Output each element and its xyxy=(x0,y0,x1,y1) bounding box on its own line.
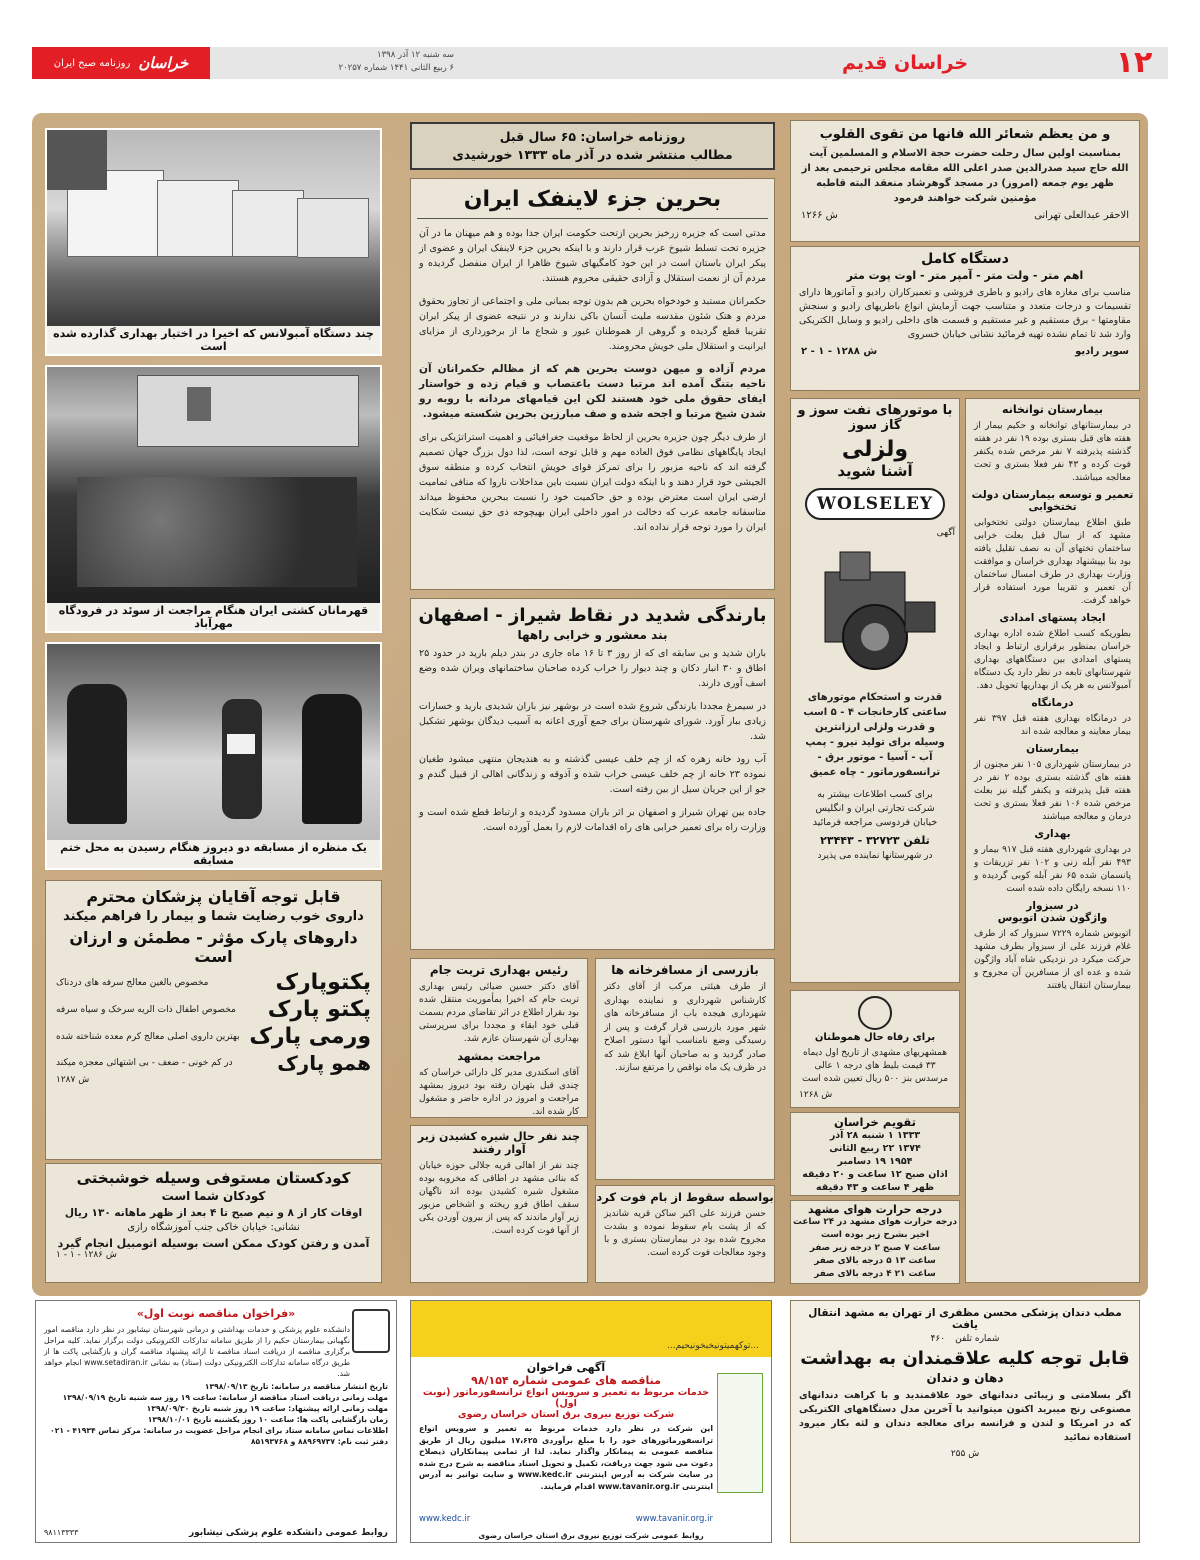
photo-caption: چند دستگاه آمبولانس که اخیرا در اختیار بهداری گذارده شده است xyxy=(47,326,380,354)
photo-ambulances xyxy=(45,128,382,356)
ad-pharmacy: قابل توجه آقایان پزشکان محترم داروی خوب رضایت شما و بیمار را فراهم میکند داروهای پارک مؤثر - مطمئن و ارزان است پکتوپارک مخصوص بالغین معالج سرفه های دردناک پکتو پارک مخصوص اطفال ذات الریه سرخک و سیاه سرفه ورمی پارک بهترین داروی اصلی معالج کرم معده شناخته شده همو پارک در کم خونی - ضعف - بی اشتهائی معجزه میکند ش ۱۲۸۷ xyxy=(45,880,382,1160)
ad-measuring-device: دستگاه کامل اهم متر - ولت متر - آمپر متر - اوت پوت متر مناسب برای مغازه های رادیو و باطری فروشی و تعمیرکاران رادیو و آماتورها دارای تقسیمات و درجات متعدد و متناسب جهت آزمایش انواع باطریهای رادیو و سنجش مقاومتها - برق مستقیم و غیر مستقیم و قسمت های داخلی رادیو و وسایل الکتریکی وارد شد تا تمام نشده تهیه فرمائید نشانی خیابان خسروی سوپر رادیو ش ۱۲۸۸ - ۱ - ۲ xyxy=(790,246,1140,391)
article-title: بحرین جزء لاینفک ایران xyxy=(463,187,722,212)
engine-illustration xyxy=(805,542,945,682)
emblem-icon xyxy=(858,996,892,1030)
page-number: ۱۲ xyxy=(1115,44,1153,80)
article-fall: بواسطه سقوط از بام فوت کرد حسن فرزند علی اکبر ساکن قریه شاندیز که از پشت بام سقوط نموده و بشدت مجروح شده بود در بیمارستان بستری و با وجود معالجات فوت کرده است. xyxy=(595,1185,775,1283)
brand-logo[interactable] xyxy=(32,47,210,79)
weather-box: درجه حرارت هوای مشهد درجه حرارت هوای مشهد در ۲۴ ساعت اخیر بشرح زیر بوده است ساعت ۷ صبح ۲ درجه زیر صفر ساعت ۱۳ ۵ درجه بالای صفر ساعت ۲۱ ۴ درجه بالای صفر xyxy=(790,1200,960,1284)
ad-tender-power: ...توکهمیتونیخبخونیحیم... آگهی فراخوان مناقصه های عمومی شماره ۹۸/۱۵۴ خدمات مربوط به تعمیر و سرویس انواع ترانسفورماتور (نوبت اول) شرکت توزیع نیروی برق استان خراسان رضوی این شرکت در نظر دارد خدمات مربوط به تعمیر و سرویس انواع ترانسفورماتورهای خود را با مبلغ برآوردی ۱۷،۶۲۵ میلیون ریال از طریق مناقصه عمومی به پیمانکار واگذار نماید. لذا از تمامی پیمانکاران ذیصلاح دعوت می شود جهت دریافت، تکمیل و تحویل اسناد مناقصه به شرح درج شده در سایت شرکت به آدرس اینترنتی www.kedc.ir و سایت توانیر به آدرس اینترنتی www.tavanir.org.ir اقدام فرمایند. www.kedc.ir www.tavanir.org.ir روابط عمومی شرکت توزیع نیروی برق استان خراسان رضوی xyxy=(410,1300,772,1543)
photo-caption: قهرمانان کشتی ایران هنگام مراجعت از سوئد در فرودگاه مهرآباد xyxy=(47,603,380,631)
promo-stripe: ...توکهمیتونیخبخونیحیم... xyxy=(411,1301,771,1357)
notice-memorial: و من یعظم شعائر الله فانها من تقوی القلوب بمناسبت اولین سال رحلت حضرت حجة الاسلام و المسلمین آیت الله حاج سید صدرالدین صدر اعلی الله مقامه مجلس ترحیمی بعد از ظهر یوم جمعه (امروز) در مسجد گوهرشاد منعقد البته قاطبه مؤمنین شرکت خواهند فرمود الاحقر عبدالعلی تهرانی ش ۱۲۶۶ xyxy=(790,120,1140,242)
article-bahrain: بحرین جزء لاینفک ایران مدتی است که جزیره زرخیز بحرین ازتحت حکومت ایران جدا بوده و هم میهنان ما در آن جزیره تحت تسلط شیوخ عرب قرار دارند و با اینکه بحرین جزء لاینفک ایران و عضوی از پیکر ایران باستان است در این خود کامگیهای شیوخ ظاهرا از ایران منفصل گردیده و مردم آن از نعمت استقلال و آزادی حقیقی محروم هستند. حکمرانان مستبد و خودخواه بحرین هم بدون توجه بمبانی ملی و اجتماعی از تجاوز بحقوق مردم و هتک شئون مقدسه ملیت آنسان باکی ندارند و در نتیجه عضوی از پیکر ایران تقریبا قطع گردیده و گروهی از هموطنان غیور و شجاع ما از برخورداری از مزایای ایرانیت و استقلال ملی خویش محرومند. مردم آزاده و میهن دوست بحرین هم که از مظالم حکمرانان آن ناحیه بتنگ آمده اند مرتبا دست باعتصاب و قیام زده و خواستار ایفای حقوق ملی خود هستند لکن این قیامهای مردانه با روبه رو شدن شیخ مرتبا و اجحه شده و صف مبارزین بحرین شکسته میشود. از طرف دیگر چون جزیره بحرین از لحاظ موقعیت جغرافیائی و اهمیت استراتژیکی برای ایجاد پایگاههای نظامی فوق العاده مهم و قابل توجه است، لذا دول بزرگ جهان تصمیم گرفته اند که ناحیه مزبور را برای تمرکز قوای خویش انتخاب کرده و منطقه سوق الجیشی خود قرار دهند و با اینکه دولت ایران نسبت باین مداخلات ناروا که منافی تمامیت ارضی ایران است معترض بوده و حق حاکمیت خود را نسبت ببحرین محفوظ میداند متاسفانه جامعه عرب که دخالت در امور داخلی ایران بهیچوجه ذی حق نیست شکایت ایران را مورد توجه قرار نداده اند. xyxy=(410,178,775,590)
ad-tender-university: «فراخوان مناقصه نوبت اول» دانشکده علوم پزشکی و خدمات بهداشتی و درمانی شهرستان نیشابور در نظر دارد مناقصه امور نگهبانی بیمارستان حکیم را از طریق سامانه تدارکات الکترونیکی دولت برگزار نماید. کلیه مراحل برگزاری مناقصه از دریافت اسناد مناقصه تا ارائه پیشنهاد مناقصه گران و بازگشایی پاکت ها از طریق درگاه سامانه تدارکات الکترونیکی دولت (ستاد) به نشانی www.setadiran.ir انجام خواهد شد. تاریخ انتشار مناقصه در سامانه: تاریخ ۱۳۹۸/۰۹/۱۳ مهلت زمانی دریافت اسناد مناقصه از سامانه: ساعت ۱۹ روز سه شنبه تاریخ ۱۳۹۸/۰۹/۱۹ مهلت زمانی ارائه پیشنهاد: ساعت ۱۹ روز شنبه تاریخ ۱۳۹۸/۰۹/۳۰ زمان بازگشایی پاکت ها: ساعت ۱۰ روز یکشنبه تاریخ ۱۳۹۸/۱۰/۰۱ اطلاعات تماس سامانه ستاد برای انجام مراحل عضویت در سامانه: مرکز تماس ۴۱۹۳۴ - ۰۲۱ دفتر ثبت نام: ۸۸۹۶۹۷۳۷ و ۸۵۱۹۳۷۶۸ روابط عمومی دانشکده علوم پزشکی نیشابور ۹۸۱۱۳۳۳۳ xyxy=(35,1300,397,1543)
article-health-column: بیمارستان توانخانه در بیمارستانهای توانخانه و حکیم بیمار از هفته های قبل بستری بوده ۱۹ نفر در هفته گذشته پذیرفته ۷ نفر مرخص شده یکنفر فوت کرده و ۴۳ نفر فعلا بستری و تحت معالجه میباشند. تعمیر و توسعه بیمارستان دولت تختخوابی طبق اطلاع بیمارستان دولتی تختخوابی مشهد که از سال قبل بعلت خرابی ساختمان تختهای آن به نصف تقلیل یافته بود بنا بپیشنهاد بهداری خراسان و موافقت وزارت بهداری در طرف امسال ساختمان آن تعمیر و تقریبا مورد استفاده قرار خواهد گرفت. ایجاد پستهای امدادی بطوریکه کسب اطلاع شده اداره بهداری خراسان بمنظور برقراری ارتباط و ایجاد پستهای امدادی بین دستگاههای بهداری شهرستانهای تابعه در نظر دارد یک دستگاه آمبولانس به هر یک از بهداریها تحویل دهد. درمانگاه در درمانگاه بهداری هفته قبل ۳۹۷ نفر بیمار معاینه و معالجه شده اند بیمارستان در بیمارستان شهرداری ۱۰۵ نفر مجنون از هفته های گذشته بستری بوده ۲ نفر در هفته قبل پذیرفته و یکنفر گیله نیز بعلت مرخص شده ۱۰۶ نفر فعلا بستری و تحت درمان و معالجه میباشند بهداری در بهداری شهرداری هفته قبل ۹۱۷ بیمار و ۴۹۳ نفر آبله زنی و ۱۰۲ نفر تزریقات و پانسمان شده ۶۵ نفر آبله کوبی گردیده و ۱۱۰ نسخه رایگان داده شده است در سبزوار واژگون شدن اتوبوس اتوبوس شماره ۷۲۲۹ سبزوار که از طرف غلام فرزند علی از سبزوار بطرف مشهد حرکت میکرد در نزدیکی شاه آباد واژگون شده و عده ای از مسافرین آن مجروح و بیمارستان انتقال یافتند xyxy=(965,398,1140,1283)
power-company-logo xyxy=(717,1373,763,1493)
section-title: خراسان قدیم xyxy=(841,52,969,74)
ad-wolseley: با موتورهای نفت سوز و گاز سوز ولزلی آشنا شوید WOLSELEY آگهی قدرت و استحکام موتورهای ساعتی کارخانجات ۴ - ۵ اسب و قدرت ولزلی ارزانترین وسیله برای تولید نیرو - پمپ آب - آسیا - موتور برق - ترانسفورماتور - چاه عمیق برای کسب اطلاعات بیشتر به شرکت تجارتی ایران و انگلیس خیابان فردوسی مراجعه فرمائید تلفن ۳۲۷۲۳ - ۲۳۴۴۳ در شهرستانها نماینده می پذیرد xyxy=(790,398,960,983)
article-health-chief: رئیس بهداری تربت جام آقای دکتر حسین ضیائی رئیس بهداری تربت جام که اخیرا بمأموریت منتقل شده بود بقرار اطلاع در اثر تقاضای مردم بسمت قبلی خود ابقاء و مجددا برای سرپرستی بهداری آن شهرستان عازم شد. مراجعت بمشهد آقای اسکندری مدیر کل دارائی خراسان که چندی قبل بتهران رفته بود دیروز بمشهد مراجعت و امروز در اداره حاضر و مشغول کار شده اند. xyxy=(410,958,588,1118)
university-logo xyxy=(352,1309,390,1353)
column-banner: روزنامه خراسان: ۶۵ سال قبل مطالب منتشر شده در آذر ماه ۱۳۳۳ خورشیدی xyxy=(410,122,775,170)
wolseley-logo: WOLSELEY xyxy=(805,488,945,520)
article-collapse: چند نفر حال شیره کشیدن زیر آوار رفتند چند نفر از اهالی قریه جلالی حوزه خیابان که بنائی مشهد در اطاقی که مخروبه بوده مشغول شیره کشیدن بوده اند ناگهان سقف اطاق فرو ریخته و اشخاص مزبور زیر آوار ماندند که پس از بیرون آوردن یکی از آنها فوت کرده است. xyxy=(410,1125,588,1283)
photo-race xyxy=(45,642,382,870)
notice-tickets: برای رفاه حال هموطنان همشهریهای مشهدی از تاریخ اول دیماه ۳۳ قیمت بلیط های درجه ۱ عالی مرسدس بنز ۵۰۰ ریال تعیین شده است ش ۱۲۶۸ xyxy=(790,990,960,1108)
photo-wrestlers xyxy=(45,365,382,633)
article-rain: بارندگی شدید در نقاط شیراز - اصفهان بند معشور و خرابی راهها باران شدید و بی سابقه ای که از روز ۳ تا ۱۶ ماه جاری در بندر دیلم بارید در حدود ۲۵ اطاق و ۳۰ انبار دکان و چند دیوار را خراب کرده صاحبان ساختمانهای ویران شده وضع اسف آوری دارند. در سیمرغ مجددا بارندگی شروع شده است در بوشهر نیز باران شدیدی بارید و خسارات زیادی ببار آورد. شورای شهرستان برای جمع آوری اعانه به آسیب دیدگان بوشهر تشکیل شد. آب رود خانه زهره که از چم خلف عیسی گذشته و به هندیجان منتهی میشود طغیان نموده ۲۳ خانه از چم خلف عیسی خراب شده و آذوقه و زندگانی اهالی از قبیل گندم و جو از این جریان سیل از بین رفته است. جاده بین تهران شیراز و اصفهان بر اثر باران مسدود گردیده و ارتباط قطع شده است و وزارت راه برای تعمیر خرابی های راه اقدامات لازم را بعمل آورده است. xyxy=(410,598,775,950)
link-tavanir[interactable]: www.tavanir.org.ir xyxy=(635,1514,713,1524)
calendar-box: تقویم خراسان ۱۳۳۳ ۱ شنبه ۲۸ آذر ۱۳۷۴ ۲۲ ربیع الثانی ۱۹۵۴ ۱۹ دسامبر اذان صبح ۱۲ ساعت و ۲۰ دقیقه ظهر ۴ ساعت و ۴۳ دقیقه xyxy=(790,1112,960,1196)
ad-kindergarten: کودکستان مستوفی وسیله خوشبختی کودکان شما است اوقات کار از ۸ و نیم صبح تا ۴ بعد از ظهر ماهانه ۱۳۰ ریال نشانی: خیابان خاکی جنب آموزشگاه رازی آمدن و رفتن کودک ممکن است بوسیله اتومبیل انجام گیرد ش ۱۲۸۶ - ۱ - ۱ xyxy=(45,1163,382,1283)
photo-caption: یک منظره از مسابقه دو دیروز هنگام رسیدن به محل ختم مسابقه xyxy=(47,840,380,868)
brand-tagline: روزنامه صبح ایران xyxy=(53,57,131,69)
link-kedc[interactable]: www.kedc.ir xyxy=(419,1514,471,1524)
article-title: بارندگی شدید در نقاط شیراز - اصفهان xyxy=(418,605,767,626)
issue-date: سه شنبه ۱۲ آذر ۱۳۹۸ ۶ ربیع الثانی ۱۴۴۱ شماره ۲۰۲۵۷ xyxy=(338,50,454,73)
brand-name: خراسان xyxy=(138,54,189,72)
article-inspection: بازرسی از مسافرخانه ها از طرف هیئتی مرکب از آقای دکتر کارشناس شهرداری و نماینده بهداری شهرداری هیجده باب از مسافرخانه های شهر مورد بازرسی قرار گرفت و پس از رسیدگی وضع نامناسب آنها دستور اصلاح صادر گردید و به صاحبان آنها ابلاغ شد که در ظرف یک ماه نواقص را مرتفع سازند. xyxy=(595,958,775,1180)
ad-dentist: مطب دندان پزشکی محسن مظفری از تهران به مشهد انتقال یافت شماره تلفن ۴۶۰ قابل توجه کلیه علاقمندان به بهداشت دهان و دندان اگر بسلامتی و زیبائی دندانهای خود علاقمندید و با کراهت دندانهای مصنوعی رنج میبرید اکنون میتوانید با آخرین مدل دستگاههای الکتریکی که در امریکا و لندن و فرانسه برای معالجه دندان و لثه بکار میرود استفاده نمائید ش ۲۵۵ xyxy=(790,1300,1140,1543)
